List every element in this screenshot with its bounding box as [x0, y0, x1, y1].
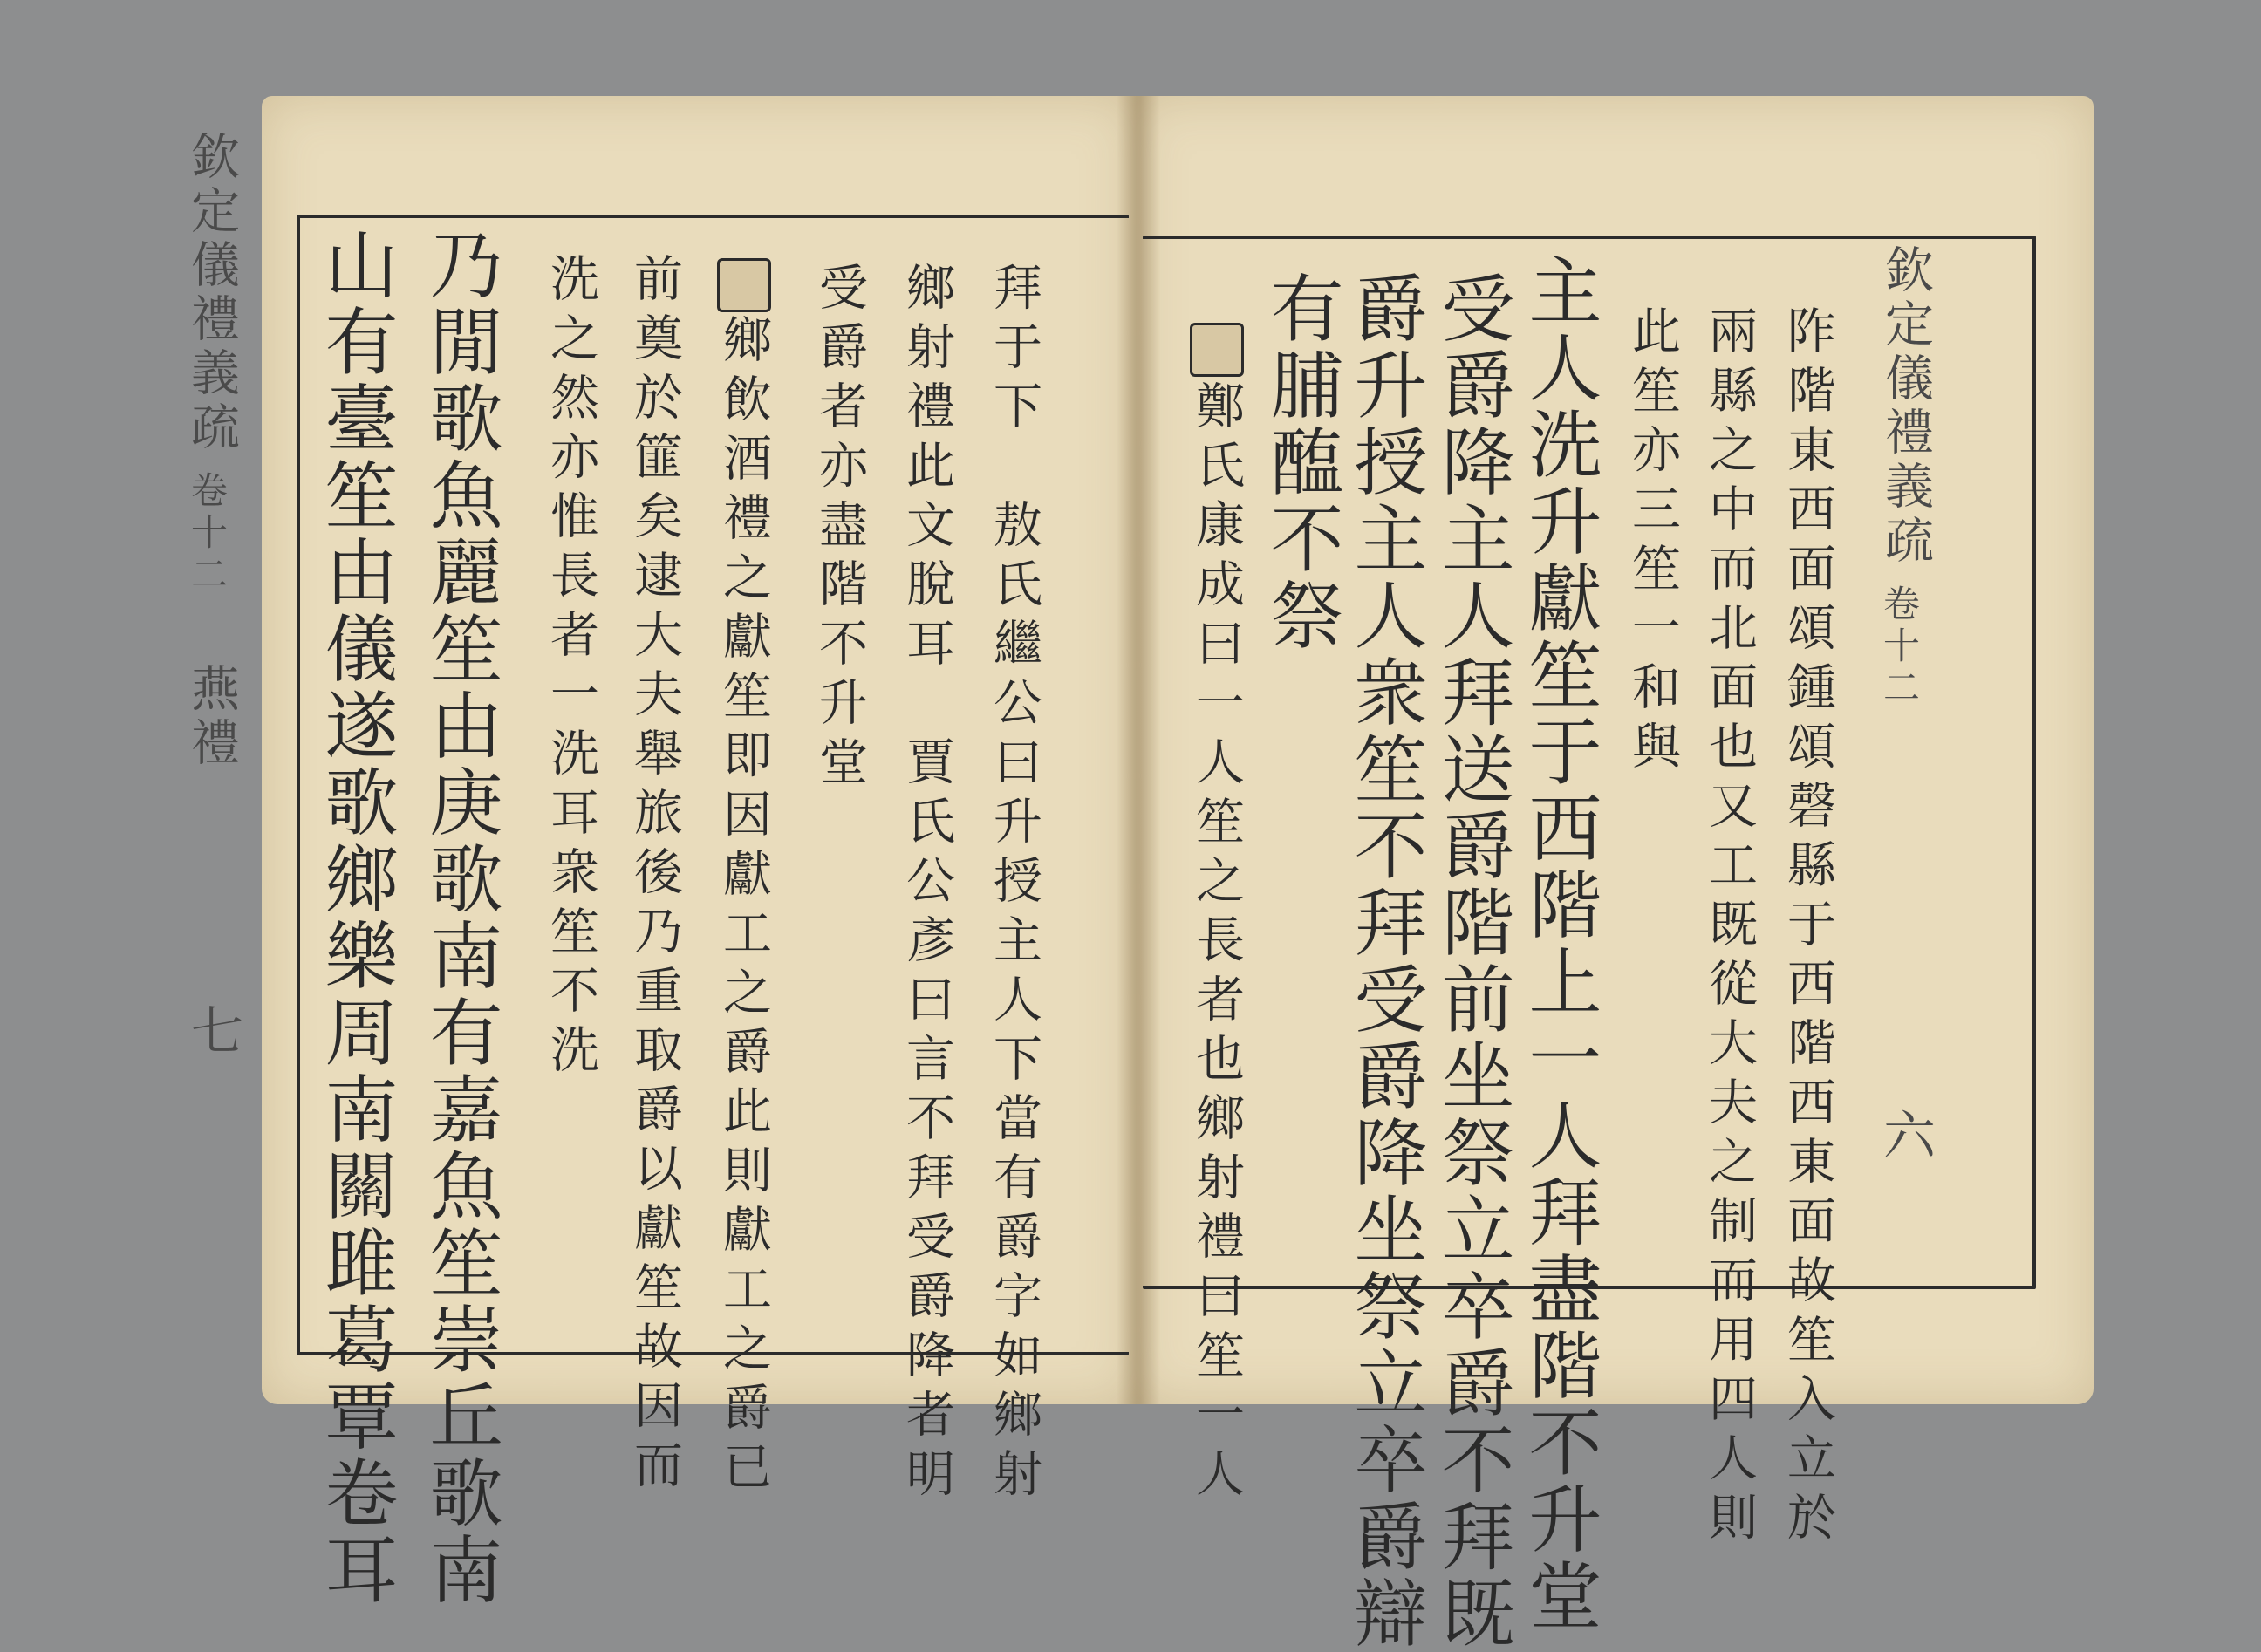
left-column-4: 前奠於篚矣逮大夫舉旅後乃重取爵以獻笙故因而 — [626, 253, 683, 1498]
annotation-marker-icon — [1190, 323, 1244, 377]
right-column-1: 阼階東西面頌鍾頌磬縣于西階西東面故笙入立於 — [1779, 305, 1836, 1551]
right-column-3: 此笙亦三笙一和與 — [1624, 305, 1681, 780]
left-margin-chapter: 燕禮 — [183, 663, 240, 771]
right-column-6: 爵升授主人衆笙不拜受爵降坐祭立卒爵辯 — [1342, 270, 1428, 1652]
left-column-6: 受爵者亦盡階不升堂 — [811, 262, 868, 795]
right-column-4: 主人洗升獻笙于西階上一人拜盡階不升堂 — [1517, 253, 1602, 1635]
right-column-8: 鄭氏康成曰一人笙之長者也鄉射禮曰笙一人 — [1188, 380, 1245, 1507]
right-column-7: 有脯醢不祭 — [1259, 270, 1344, 654]
left-column-3: 洗之然亦惟長者一洗耳衆笙不洗 — [543, 253, 599, 1083]
right-margin-volume: 卷十二 — [1878, 584, 1921, 710]
left-column-7: 鄉射禮此文脫耳 賈氏公彥曰言不拜受爵降者明 — [898, 262, 955, 1507]
left-column-1: 山有臺笙由儀遂歌鄉樂周南關雎葛覃卷耳 — [313, 227, 399, 1608]
left-column-2: 乃閒歌魚麗笙由庚歌南有嘉魚笙崇丘歌南 — [418, 227, 503, 1608]
left-column-8: 拜于下 敖氏繼公曰升授主人下當有爵字如鄉射 — [986, 262, 1042, 1507]
annotation-marker-icon — [717, 258, 771, 312]
open-book — [182, 96, 2094, 1652]
left-margin-volume: 卷十二 — [186, 471, 229, 597]
left-margin-title: 欽定儀禮義疏 — [183, 131, 240, 455]
left-column-5: 鄉飲酒禮之獻笙即因獻工之爵此則獻工之爵已 — [715, 314, 772, 1500]
right-folio-number: 六 — [1875, 1108, 1936, 1160]
right-column-2: 兩縣之中而北面也又工既從大夫之制而用四人則 — [1701, 305, 1758, 1551]
right-margin-title: 欽定儀禮義疏 — [1877, 244, 1934, 569]
right-column-5: 受爵降主人拜送爵階前坐祭立卒爵不拜既 — [1430, 270, 1515, 1652]
left-folio-number: 七 — [182, 1003, 243, 1055]
